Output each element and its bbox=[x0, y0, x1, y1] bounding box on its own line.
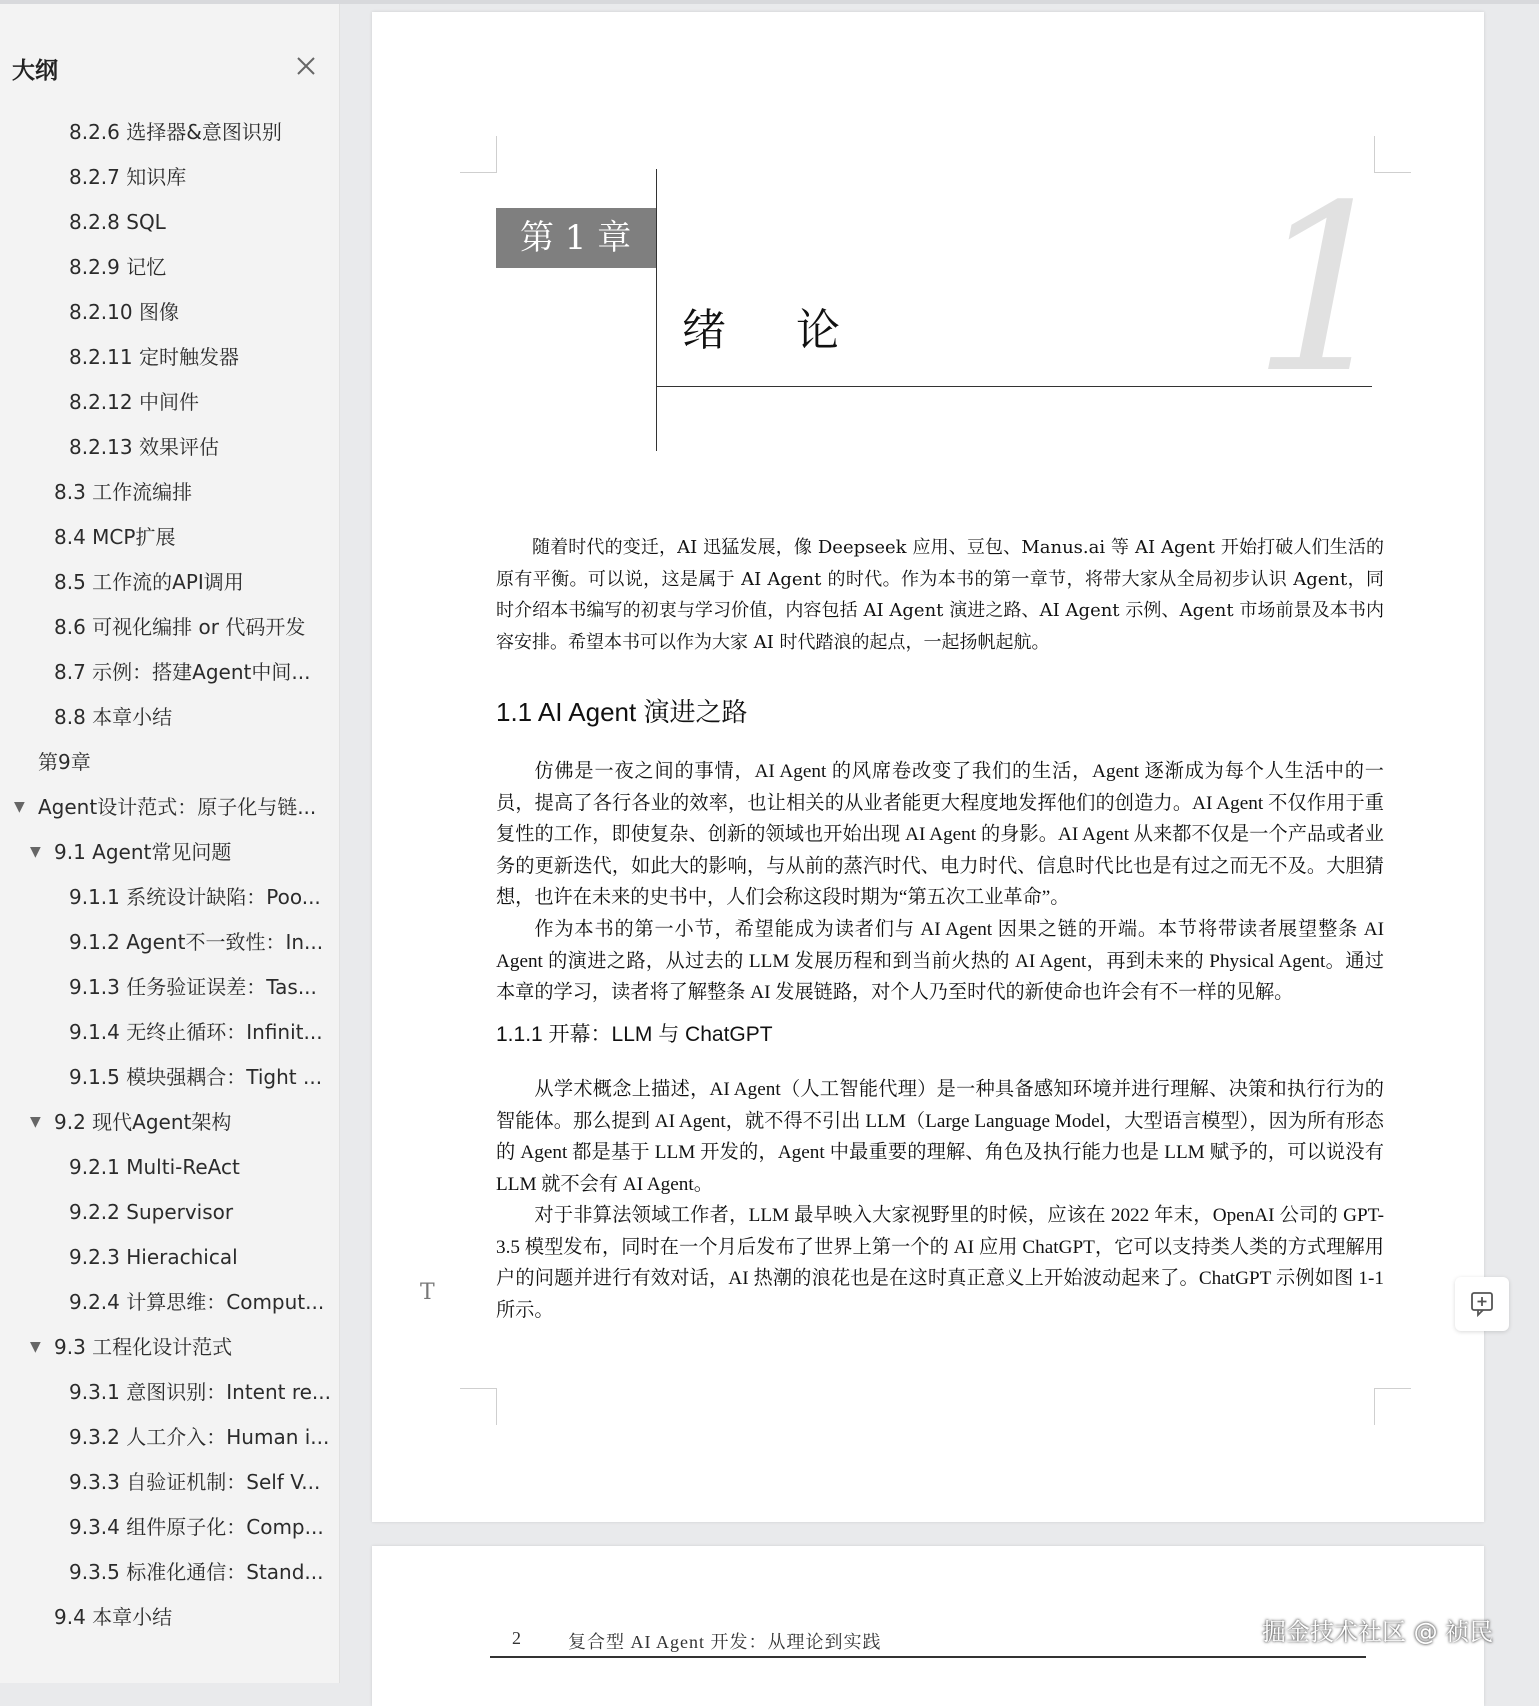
outline-item[interactable]: 9.1.2 Agent不一致性：In... bbox=[69, 930, 324, 954]
outline-item[interactable]: 8.7 示例：搭建Agent中间... bbox=[54, 660, 311, 684]
chapter-title: 绪论 bbox=[682, 305, 910, 356]
outline-item[interactable]: ▼ Agent设计范式：原子化与链... bbox=[0, 785, 340, 830]
outline-item[interactable]: 8.6 可视化编排 or 代码开发 bbox=[54, 615, 306, 639]
section-heading: 1.1 AI Agent 演进之路 bbox=[496, 697, 748, 727]
crop-mark bbox=[460, 136, 497, 173]
outline-item[interactable]: 8.2.7 知识库 bbox=[69, 165, 187, 189]
outline-item[interactable]: 9.3.5 标准化通信：Stand... bbox=[69, 1560, 324, 1584]
outline-item[interactable]: 9.2.2 Supervisor bbox=[69, 1200, 234, 1224]
header-rule bbox=[490, 1656, 1366, 1658]
outline-item[interactable]: 8.2.9 记忆 bbox=[69, 255, 167, 279]
outline-item[interactable]: 9.1.1 系统设计缺陷：Poo... bbox=[69, 885, 321, 909]
triangle-down-icon[interactable]: ▼ bbox=[30, 1114, 41, 1130]
outline-sidebar bbox=[0, 4, 340, 1683]
outline-item[interactable]: 8.5 工作流的API调用 bbox=[54, 570, 244, 594]
body-paragraph: 仿佛是一夜之间的事情，AI Agent 的风席卷改变了我们的生活，Agent 逐渐成为每个人生活中的一员，提高了各行各业的效率，也让相关的从业者能更大程度地发挥他们的创造力。AI Agent 不仅作用于重复性的工作，即使复杂、创新的领域也开始出现 AI Agent 的身影。AI Agent 从来都不仅是一个产品或者业务的更新迭代，如此大的影响，与从前的蒸汽时代、电力时代、信息时代比也是有过之而无不及。大胆猜想，也许在未来的史书中，人们会称这段时期为“第五次工业革命”。 bbox=[496, 761, 1384, 909]
running-header: 复合型 AI Agent 开发：从理论到实践 bbox=[568, 1632, 882, 1652]
outline-item[interactable]: 8.2.8 SQL bbox=[69, 210, 166, 234]
body-paragraph: 作为本书的第一小节，希望能成为读者们与 AI Agent 因果之链的开端。本节将带读者展望整条 AI Agent 的演进之路，从过去的 LLM 发展历程和到当前火热的 AI Agent，再到未来的 Physical Agent。通过本章的学习，读者将了解整条 AI 发展链路，对个人乃至时代的新使命也许会有不一样的见解。 bbox=[496, 919, 1384, 1004]
outline-item[interactable]: 9.3.3 自验证机制：Self V... bbox=[69, 1470, 321, 1494]
triangle-down-icon[interactable]: ▼ bbox=[30, 844, 41, 860]
add-comment-icon bbox=[1455, 1277, 1509, 1331]
intro-paragraph: 随着时代的变迁，AI 迅猛发展，像 Deepseek 应用、豆包、Manus.ai 等 AI Agent 开始打破人们生活的原有平衡。可以说，这是属于 AI Agent 的时代。作为本书的第一章节，将带大家从全局初步认识 Agent，同时介绍本书编写的初衷与学习价值，内容包括 AI Agent 演进之路、AI Agent 示例、Agent 市场前景及本书内容安排。希望本书可以作为大家 AI 时代踏浪的起点，一起扬帆起航。 bbox=[496, 537, 1384, 653]
outline-title: 大纲 bbox=[12, 58, 58, 84]
outline-item[interactable]: 9.3.4 组件原子化：Comp... bbox=[69, 1515, 324, 1539]
outline-item[interactable]: 9.2.4 计算思维：Comput... bbox=[69, 1290, 325, 1314]
body-paragraph: 从学术概念上描述，AI Agent（人工智能代理）是一种具备感知环境并进行理解、决策和执行行为的智能体。那么提到 AI Agent，就不得不引出 LLM（Large Language Model，大型语言模型），因为所有形态的 Agent 都是基于 LLM 开发的，Agent 中最重要的理解、角色及执行能力也是 LLM 赋予的，可以说没有 LLM 就不会有 AI Agent。 bbox=[496, 1079, 1384, 1195]
outline-item[interactable]: 9.1.5 模块强耦合：Tight ... bbox=[69, 1065, 323, 1089]
triangle-down-icon[interactable]: ▼ bbox=[30, 1339, 41, 1355]
outline-item[interactable]: ▼ 9.3 工程化设计范式 bbox=[0, 1325, 340, 1370]
outline-item[interactable]: 第9章 bbox=[38, 750, 91, 774]
triangle-down-icon[interactable]: ▼ bbox=[14, 799, 25, 815]
chapter-number: 1 bbox=[1252, 157, 1399, 424]
text-insert-icon[interactable]: T bbox=[420, 1280, 435, 1305]
outline-item[interactable]: 9.3.1 意图识别：Intent re... bbox=[69, 1380, 332, 1404]
body-paragraph: 对于非算法领域工作者，LLM 最早映入大家视野里的时候，应该在 2022 年末，OpenAI 公司的 GPT-3.5 模型发布，同时在一个月后发布了世界上第一个的 AI 应用 ChatGPT，它可以支持类人类的方式理解用户的问题并进行有效对话，AI 热潮的浪花也是在这时真正意义上开始波动起来了。ChatGPT 示例如图 1-1 所示。 bbox=[496, 1205, 1384, 1321]
outline-list bbox=[0, 110, 340, 1640]
outline-item[interactable]: 9.1.4 无终止循环：Infinit... bbox=[69, 1020, 323, 1044]
chapter-divider-vertical bbox=[656, 169, 657, 451]
outline-item[interactable]: 9.4 本章小结 bbox=[54, 1605, 173, 1629]
document-page[interactable] bbox=[372, 12, 1484, 1522]
outline-item[interactable]: 8.2.13 效果评估 bbox=[69, 435, 219, 459]
outline-item[interactable]: 9.2.3 Hierachical bbox=[69, 1245, 238, 1269]
chapter-label: 第 1 章 bbox=[496, 208, 656, 268]
page-number: 2 bbox=[512, 1628, 521, 1648]
crop-mark bbox=[1374, 1388, 1411, 1425]
outline-item[interactable]: 9.3.2 人工介入：Human i... bbox=[69, 1425, 330, 1449]
watermark: 掘金技术社区 @ 祯民 bbox=[1262, 1618, 1494, 1646]
outline-item[interactable]: 8.2.10 图像 bbox=[69, 300, 179, 324]
add-comment-button[interactable] bbox=[1455, 1277, 1509, 1331]
outline-item[interactable]: 8.3 工作流编排 bbox=[54, 480, 193, 504]
outline-item[interactable]: ▼ 9.1 Agent常见问题 bbox=[0, 830, 340, 875]
outline-item[interactable]: ▼ 9.2 现代Agent架构 bbox=[0, 1100, 340, 1145]
subsection-heading: 1.1.1 开幕：LLM 与 ChatGPT bbox=[496, 1023, 773, 1046]
outline-item[interactable]: 8.8 本章小结 bbox=[54, 705, 173, 729]
crop-mark bbox=[460, 1388, 497, 1425]
outline-item[interactable]: 8.2.12 中间件 bbox=[69, 390, 199, 414]
outline-item[interactable]: 9.1.3 任务验证误差：Tas... bbox=[69, 975, 317, 999]
outline-item[interactable]: 8.2.6 选择器&意图识别 bbox=[69, 120, 282, 144]
outline-item[interactable]: 9.2.1 Multi-ReAct bbox=[69, 1155, 240, 1179]
close-icon[interactable] bbox=[292, 52, 320, 80]
outline-item[interactable]: 8.4 MCP扩展 bbox=[54, 525, 176, 549]
outline-item[interactable]: 8.2.11 定时触发器 bbox=[69, 345, 239, 369]
